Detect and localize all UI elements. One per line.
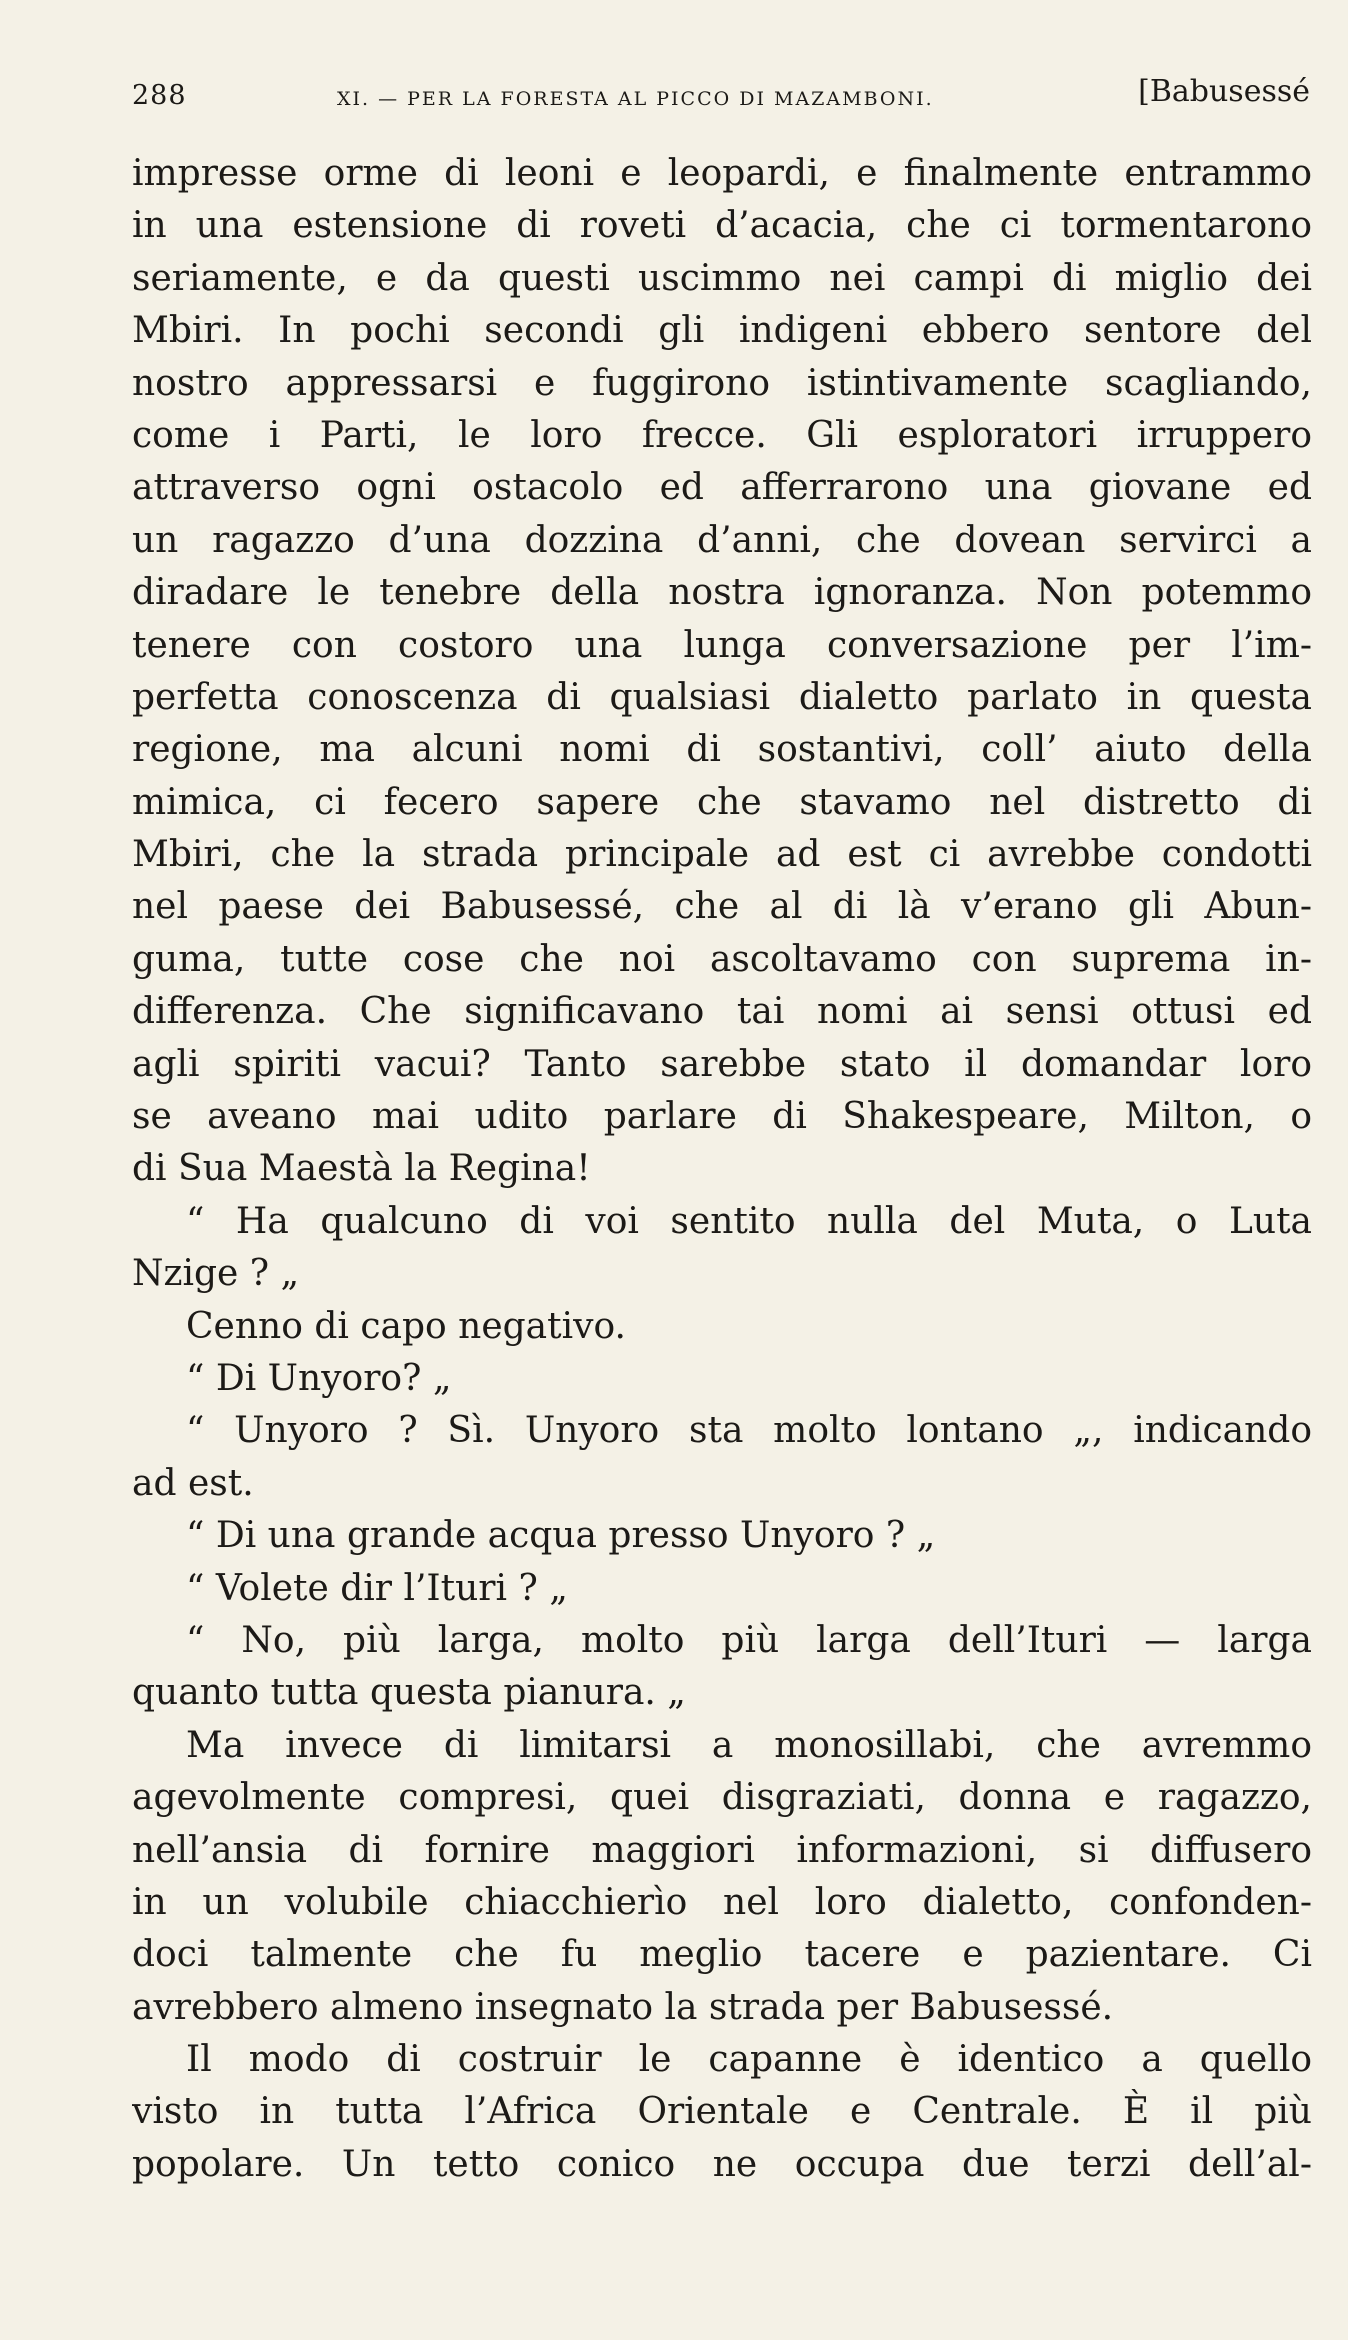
- text-line: “ Unyoro ? Sì. Unyoro sta molto lontano „, indicando: [186, 1410, 1312, 1452]
- text-line: agevolmente compresi, quei disgraziati, donna e ragazzo,: [132, 1777, 1312, 1819]
- text-line: visto in tutta l’Africa Orientale e Centrale. È il più: [132, 2091, 1312, 2133]
- text-line: tenere con costoro una lunga conversazione per l’im-: [132, 624, 1312, 666]
- text-line: se aveano mai udito parlare di Shakespeare, Milton, o: [132, 1096, 1312, 1138]
- text-line: differenza. Che significavano tai nomi ai sensi ottusi ed: [132, 991, 1312, 1033]
- text-line: Nzige ? „: [132, 1253, 300, 1295]
- text-line: mimica, ci fecero sapere che stavamo nel distretto di: [132, 781, 1312, 823]
- text-line: “ No, più larga, molto più larga dell’Ituri — larga: [186, 1619, 1312, 1661]
- text-line: quanto tutta questa pianura. „: [132, 1672, 686, 1714]
- text-line: guma, tutte cose che noi ascoltavamo con suprema in-: [132, 938, 1312, 980]
- text-line: “ Di Unyoro? „: [186, 1357, 452, 1399]
- running-title: XI. — PER LA FORESTA AL PICCO DI MAZAMBONI.: [337, 88, 934, 110]
- text-line: ad est.: [132, 1462, 254, 1504]
- text-line: Cenno di capo negativo.: [186, 1305, 626, 1347]
- text-line: diradare le tenebre della nostra ignoranza. Non potemmo: [132, 572, 1312, 614]
- text-line: popolare. Un tetto conico ne occupa due terzi dell’al-: [132, 2143, 1312, 2185]
- body-text: [132, 148, 1312, 2191]
- text-line: regione, ma alcuni nomi di sostantivi, coll’ aiuto della: [132, 729, 1312, 771]
- text-line: doci talmente che fu meglio tacere e pazientare. Ci: [132, 1934, 1312, 1976]
- text-line: impresse orme di leoni e leopardi, e finalmente entrammo: [132, 153, 1312, 194]
- text-line: perfetta conoscenza di qualsiasi dialetto parlato in questa: [132, 676, 1312, 718]
- text-line: Ma invece di limitarsi a monosillabi, che avremmo: [186, 1724, 1312, 1766]
- text-line: agli spiriti vacui? Tanto sarebbe stato il domandar loro: [132, 1043, 1312, 1085]
- text-line: Mbiri, che la strada principale ad est ci avrebbe condotti: [132, 834, 1312, 876]
- text-line: Il modo di costruir le capanne è identico a quello: [186, 2039, 1312, 2081]
- text-line: nell’ansia di fornire maggiori informazioni, si diffusero: [132, 1829, 1312, 1871]
- text-line: di Sua Maestà la Regina!: [132, 1148, 591, 1190]
- text-line: avrebbero almeno insegnato la strada per Babusessé.: [132, 1986, 1114, 2028]
- text-line: “ Ha qualcuno di voi sentito nulla del Muta, o Luta: [186, 1200, 1312, 1242]
- text-line: in un volubile chiacchierìo nel loro dialetto, confonden-: [132, 1881, 1312, 1923]
- text-line: un ragazzo d’una dozzina d’anni, che dovean servirci a: [132, 519, 1312, 561]
- text-line: Mbiri. In pochi secondi gli indigeni ebbero sentore del: [132, 310, 1312, 352]
- text-line: “ Di una grande acqua presso Unyoro ? „: [186, 1515, 936, 1557]
- page-number: 288: [132, 80, 187, 111]
- section-name: [Babusessé: [1138, 74, 1310, 109]
- page-header: [132, 74, 1310, 134]
- text-line: come i Parti, le loro frecce. Gli esploratori irruppero: [132, 414, 1312, 456]
- text-line: “ Volete dir l’Ituri ? „: [186, 1567, 568, 1609]
- text-line: nel paese dei Babusessé, che al di là v’erano gli Abun-: [132, 886, 1312, 928]
- text-line: attraverso ogni ostacolo ed afferrarono una giovane ed: [132, 467, 1312, 509]
- text-line: in una estensione di roveti d’acacia, che ci tormentarono: [132, 205, 1312, 247]
- text-line: nostro appressarsi e fuggirono istintivamente scagliando,: [132, 362, 1312, 404]
- text-line: seriamente, e da questi uscimmo nei campi di miglio dei: [132, 257, 1312, 299]
